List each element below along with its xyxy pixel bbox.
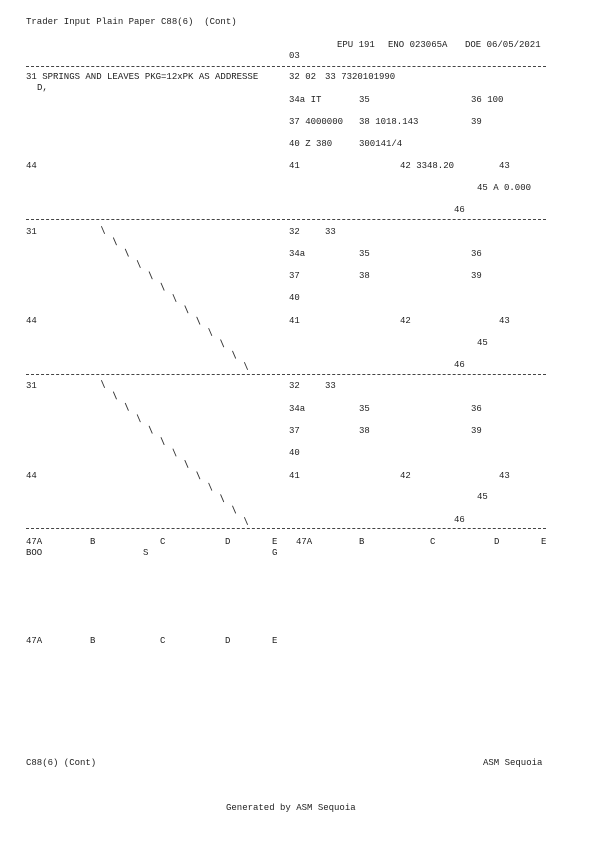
- cancel-slash-stroke: [221, 340, 224, 347]
- item3-box35: 35: [359, 404, 370, 414]
- box47-right-c: C: [430, 537, 436, 547]
- item1-box44: 44: [26, 161, 37, 171]
- item2-box37: 37: [289, 271, 300, 281]
- box47-right-d: D: [494, 537, 500, 547]
- cancel-slash-stroke: [245, 518, 248, 525]
- cancel-slash-stroke: [137, 261, 140, 268]
- item2-box45: 45: [477, 338, 488, 348]
- cancel-slash-stroke: [197, 472, 200, 479]
- cancel-slash-stroke: [161, 283, 164, 290]
- footer-brand: ASM Sequoia: [483, 758, 543, 768]
- item1-box38: 38 1018.143: [359, 117, 419, 127]
- item2-box39: 39: [471, 271, 482, 281]
- item1-box35: 35: [359, 95, 370, 105]
- separator: [26, 374, 546, 375]
- item1-box32: 32 02: [289, 72, 317, 82]
- box47-right-a: 47A: [296, 537, 313, 547]
- cancel-slash-stroke: [173, 449, 176, 456]
- item1-box45: 45 A 0.000: [477, 183, 532, 193]
- box47-left-a: 47A: [26, 537, 43, 547]
- item3-box43: 43: [499, 471, 510, 481]
- item3-box41: 41: [289, 471, 300, 481]
- box47-lower-d: D: [225, 636, 231, 646]
- cancel-slash-stroke: [102, 381, 105, 388]
- item1-box40: 40 Z 380: [289, 139, 333, 149]
- item2-box31: 31: [26, 227, 37, 237]
- box47-lower-e: E: [272, 636, 278, 646]
- cancel-slash-stroke: [125, 403, 128, 410]
- item3-box42: 42: [400, 471, 411, 481]
- cancel-slash-stroke: [137, 415, 140, 422]
- item3-box45: 45: [477, 492, 488, 502]
- cancel-slash-stroke: [185, 306, 188, 313]
- item3-box33: 33: [325, 381, 336, 391]
- item1-box40-reference: 300141/4: [359, 139, 403, 149]
- item3-box36: 36: [471, 404, 482, 414]
- item2-box36: 36: [471, 249, 482, 259]
- item2-box43: 43: [499, 316, 510, 326]
- cancel-slash-stroke: [185, 460, 188, 467]
- item1-box34a: 34a IT: [289, 95, 322, 105]
- cancel-slash-stroke: [113, 238, 116, 245]
- box47-left-c: C: [160, 537, 166, 547]
- item2-box33: 33: [325, 227, 336, 237]
- item3-box39: 39: [471, 426, 482, 436]
- item2-box41: 41: [289, 316, 300, 326]
- box47-lower-b: B: [90, 636, 96, 646]
- separator: [26, 528, 546, 529]
- item1-box37: 37 4000000: [289, 117, 344, 127]
- cancel-slash-stroke: [149, 272, 152, 279]
- item2-box38: 38: [359, 271, 370, 281]
- box47-left-boo: BOO: [26, 548, 43, 558]
- item3-box32: 32: [289, 381, 300, 391]
- item2-box34a: 34a: [289, 249, 306, 259]
- box47-right-b: B: [359, 537, 365, 547]
- cancel-slash-stroke: [221, 495, 224, 502]
- document-title: Trader Input Plain Paper C88(6) (Cont): [26, 17, 237, 27]
- item1-box41: 41: [289, 161, 300, 171]
- box47-left-e: E: [272, 537, 278, 547]
- generated-by-note: Generated by ASM Sequoia: [226, 803, 356, 813]
- box47-right-e: E: [541, 537, 547, 547]
- item1-box33: 33 7320101990: [325, 72, 396, 82]
- epu-number: EPU 191: [337, 40, 375, 50]
- cancel-slash-stroke: [209, 329, 212, 336]
- cancel-slash-stroke: [245, 363, 248, 370]
- item3-box40: 40: [289, 448, 300, 458]
- box47-left-d: D: [225, 537, 231, 547]
- page-number: 03: [289, 51, 300, 61]
- item2-box35: 35: [359, 249, 370, 259]
- footer-form-reference: C88(6) (Cont): [26, 758, 97, 768]
- item2-box44: 44: [26, 316, 37, 326]
- box47-lower-a: 47A: [26, 636, 43, 646]
- item1-box42: 42 3348.20: [400, 161, 455, 171]
- separator: [26, 219, 546, 220]
- item1-box39: 39: [471, 117, 482, 127]
- cancel-slash-stroke: [149, 426, 152, 433]
- box47-lower-c: C: [160, 636, 166, 646]
- item3-box46: 46: [454, 515, 465, 525]
- item1-box46: 46: [454, 205, 465, 215]
- item1-box43: 43: [499, 161, 510, 171]
- cancel-slash-stroke: [102, 227, 105, 234]
- item3-box44: 44: [26, 471, 37, 481]
- cancel-slash-stroke: [233, 506, 236, 513]
- cancel-slash-stroke: [173, 295, 176, 302]
- item3-box31: 31: [26, 381, 37, 391]
- cancel-slash-stroke: [209, 483, 212, 490]
- date-of-entry: DOE 06/05/2021: [465, 40, 541, 50]
- item1-box36: 36 100: [471, 95, 504, 105]
- item2-box46: 46: [454, 360, 465, 370]
- cancel-slash-stroke: [125, 249, 128, 256]
- item2-box42: 42: [400, 316, 411, 326]
- cancel-slash-stroke: [197, 317, 200, 324]
- item1-description: 31 SPRINGS AND LEAVES PKG=12xPK AS ADDRESSE: [26, 72, 259, 82]
- box47-left-g: G: [272, 548, 278, 558]
- entry-number: ENO 023065A: [388, 40, 448, 50]
- item3-box38: 38: [359, 426, 370, 436]
- cancel-slash-stroke: [113, 392, 116, 399]
- cancel-slash-stroke: [161, 438, 164, 445]
- item3-box37: 37: [289, 426, 300, 436]
- item2-box40: 40: [289, 293, 300, 303]
- box47-left-s: S: [143, 548, 149, 558]
- item1-description-cont: D,: [37, 83, 48, 93]
- item3-box34a: 34a: [289, 404, 306, 414]
- item2-box32: 32: [289, 227, 300, 237]
- box47-left-b: B: [90, 537, 96, 547]
- separator: [26, 66, 546, 67]
- cancel-slash-stroke: [233, 351, 236, 358]
